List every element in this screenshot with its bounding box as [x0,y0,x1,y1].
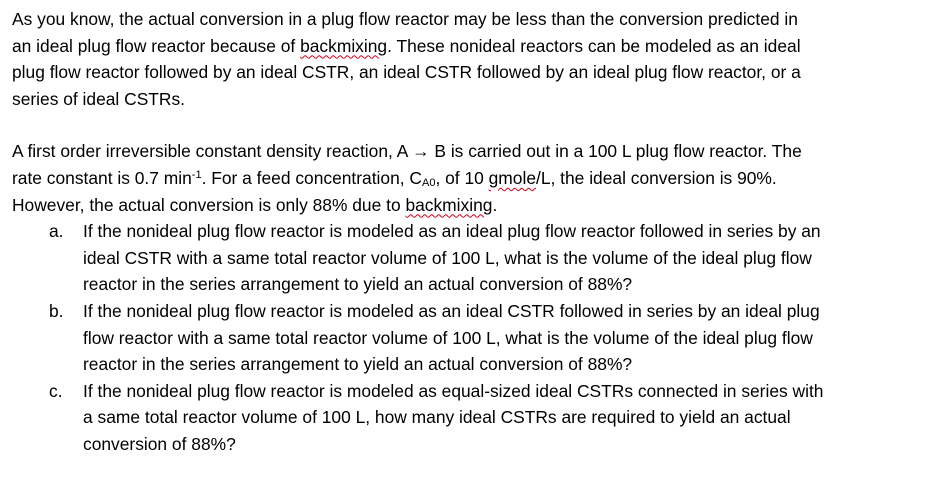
question-b-line-2: flow reactor with a same total reactor volume of 100 L, what is the volume of the ideal plug flow [83,327,813,348]
spellcheck-word-backmixing-2[interactable]: backmixing [405,194,493,215]
question-a-marker: a. [49,221,64,242]
intro-line-1: As you know, the actual conversion in a plug flow reactor may be less than the conversion predicted in [12,9,798,29]
problem-line-1: A first order irreversible constant density reaction, A → B is carried out in a 100 L plug flow reactor. The [12,141,802,162]
question-a-line-2: ideal CSTR with a same total reactor volume of 100 L, what is the volume of the ideal plug flow [83,247,812,268]
question-c-line-3: conversion of 88%? [83,433,236,454]
question-b-line-1: If the nonideal plug flow reactor is modeled as an ideal CSTR followed in series by an ideal plug [83,300,820,321]
intro-line-2 [12,33,937,60]
feed-concentration-text: . For a feed concentration, C [201,167,422,188]
rate-constant-text: rate constant is 0.7 min [12,167,192,188]
feed-value-text: , of 10 [435,167,489,188]
question-c-marker: c. [49,380,63,401]
ideal-conversion-text: /L, the ideal conversion is 90%. [536,167,777,188]
question-b [12,298,937,378]
question-a-line-1: If the nonideal plug flow reactor is modeled as an ideal plug flow reactor followed in series by an [83,221,821,242]
question-a [12,218,937,298]
question-c-line-2: a same total reactor volume of 100 L, how many ideal CSTRs are required to yield an actual [83,407,791,428]
intro-line-2-text-c: . These nonideal reactors can be modeled as an ideal [387,35,801,56]
problem-line-2 [12,165,937,192]
intro-paragraph [12,6,937,112]
actual-conversion-period: . [492,194,498,215]
question-list [12,218,937,457]
question-a-line-3: reactor in the series arrangement to yield an actual conversion of 88%? [83,274,633,295]
actual-conversion-text: However, the actual conversion is only 88% due to [12,194,406,215]
question-c-line-1: If the nonideal plug flow reactor is modeled as equal-sized ideal CSTRs connected in series with [83,380,824,401]
problem-line-3 [12,192,937,219]
intro-line-3: plug flow reactor followed by an ideal CSTR, an ideal CSTR followed by an ideal plug flow reactor, or a [12,62,801,83]
intro-line-2-text-a: an ideal plug flow reactor because of [12,35,301,56]
feed-concentration-subscript: A0 [421,176,436,189]
question-b-line-3: reactor in the series arrangement to yield an actual conversion of 88%? [83,354,633,375]
document-body [12,0,937,458]
spellcheck-word-gmole[interactable]: gmole [488,167,537,188]
problem-paragraph [12,138,937,218]
question-b-marker: b. [49,300,64,321]
question-c [12,378,937,458]
rate-constant-exponent: -1 [191,168,202,181]
spellcheck-word-backmixing[interactable]: backmixing [300,35,388,56]
intro-line-4: series of ideal CSTRs. [12,88,185,109]
